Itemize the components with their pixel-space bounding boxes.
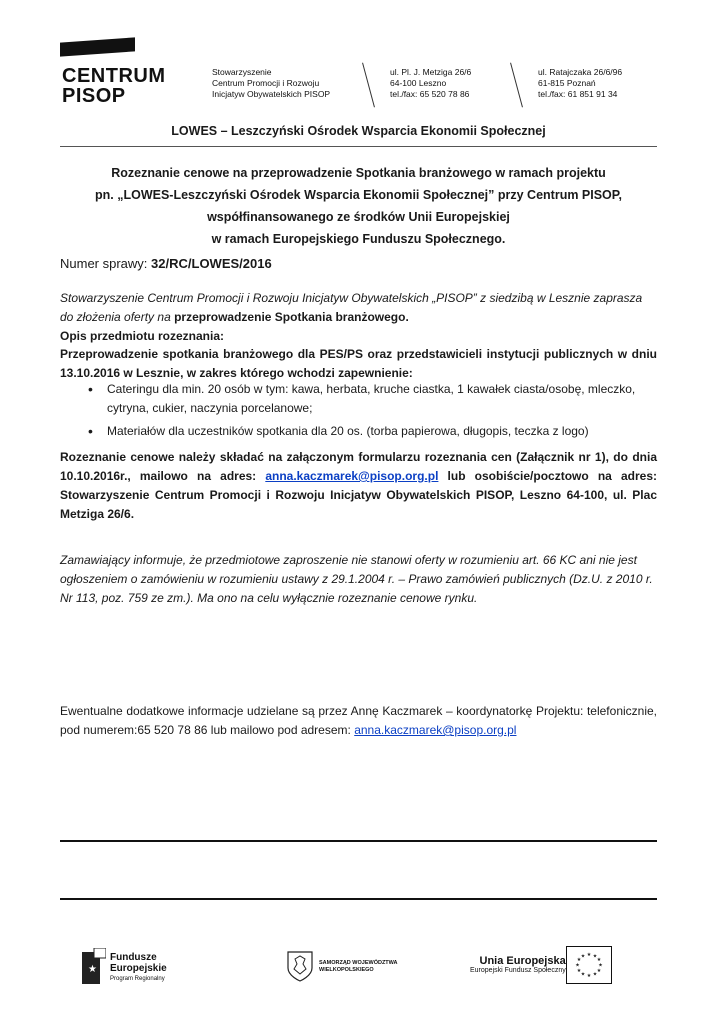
bullet-list [60, 380, 657, 441]
contact-paragraph [60, 702, 657, 740]
footer-rule-top [60, 840, 657, 842]
address-line: 64-100 Leszno [390, 78, 447, 88]
svg-text:★: ★ [575, 962, 580, 969]
disclaimer-paragraph: Zamawiający informuje, że przedmiotowe zaproszenie nie stanowi oferty w rozumieniu art. 66 KC ani nie jest ogłoszeniem o zamówieniu w rozumieniu ustawy z 29.1.2004 r. – Prawo zamówień publicznych (Dz.U. z 2010 r. Nr 113, poz. 759 ze zm.). Ma ono na celu wyłącznie rozeznanie cenowe rynku. [60, 553, 653, 605]
project-header-title: LOWES – Leszczyński Ośrodek Wsparcia Ekonomii Społecznej [171, 124, 546, 138]
case-number [60, 256, 272, 271]
eu-title: Unia Europejska [479, 955, 566, 967]
wlkp-line: SAMORZĄD WOJEWÓDZTWA [319, 960, 398, 966]
footer-rule-bottom [60, 898, 657, 900]
subject-text: Przeprowadzenie spotkania branżowego dla PES/PS oraz przedstawicieli instytucji publicznych w dniu 13.10.2016 w Lesznie, w zakres którego wchodzi zapewnienie: [60, 347, 657, 380]
svg-text:★: ★ [596, 957, 602, 963]
svg-text:★: ★ [586, 952, 592, 958]
divider-slash [362, 63, 375, 108]
address-line: tel./fax: 65 520 78 86 [390, 89, 470, 99]
list-item [107, 380, 657, 418]
fe-line: Program Regionalny [110, 976, 165, 982]
address-leszno [390, 67, 471, 100]
document-title [60, 162, 657, 250]
fe-line: Fundusze [110, 952, 157, 963]
title-line: w ramach Europejskiego Funduszu Społecznego. [211, 232, 506, 246]
svg-text:★: ★ [580, 971, 586, 978]
bullet-text: Cateringu dla min. 20 osób w tym: kawa, herbata, kruche ciastka, 1 kawałek ciasta/osobę, mleczko, cytryna, cukier, naczynia porcelanowe; [107, 382, 636, 415]
centrum-pisop-logo [62, 66, 166, 106]
logo-line-1: CENTRUM [62, 65, 166, 87]
svg-text:★: ★ [576, 968, 582, 974]
svg-text:★: ★ [576, 957, 582, 963]
svg-text:★: ★ [592, 971, 598, 978]
svg-text:★: ★ [598, 962, 603, 969]
eu-logo-text [470, 955, 566, 974]
contact-text: Ewentualne dodatkowe informacje udzielane są przez Annę Kaczmarek – koordynatorkę Projektu: telefonicznie, pod numerem:65 520 78 86 lub mailowo pod adresem: [60, 704, 657, 737]
org-line: Stowarzyszenie [212, 67, 272, 77]
logo-stripe [60, 37, 135, 56]
fundusze-europejskie-icon [82, 948, 106, 984]
wlkp-line: WIELKOPOLSKIEGO [319, 967, 374, 973]
eu-subtitle: Europejski Fundusz Społeczny [470, 967, 566, 974]
svg-text:★: ★ [592, 953, 598, 960]
case-value: 32/RC/LOWES/2016 [151, 256, 272, 271]
contact-email-link[interactable]: anna.kaczmarek@pisop.org.pl [354, 723, 517, 737]
wielkopolska-logo [319, 960, 398, 974]
offer-text: Rozeznanie cenowe należy składać na załączonym formularzu rozeznania cen (Załącznik nr 1), do dnia 10.10.2016r., mailowo na adres: [60, 450, 657, 483]
title-line: współfinansowanego ze środków Unii Europejskiej [207, 210, 510, 224]
organization-name [212, 67, 330, 100]
svg-text:★: ★ [580, 953, 586, 960]
intro-italic: Stowarzyszenie Centrum Promocji i Rozwoju Inicjatyw Obywatelskich „PISOP” z siedzibą w Lesznie zaprasza do złożenia oferty na [60, 291, 643, 324]
address-line: 61-815 Poznań [538, 78, 596, 88]
header-divider [60, 146, 657, 147]
offer-email-link[interactable]: anna.kaczmarek@pisop.org.pl [265, 469, 439, 483]
wielkopolska-crest-icon [286, 950, 314, 982]
fe-line: Europejskie [110, 963, 167, 974]
offer-text: lub osobiście/pocztowo na adres: Stowarzyszenie Centrum Promocji i Rozwoju Inicjatyw Obywatelskich PISOP, Leszno 64-100, ul. Plac Metziga 26/6. [60, 469, 657, 521]
title-line: pn. „LOWES-Leszczyński Ośrodek Wsparcia Ekonomii Społecznej” przy Centrum PISOP, [95, 188, 622, 202]
subject-heading: Opis przedmiotu rozeznania: [60, 329, 225, 343]
address-poznan [538, 67, 622, 100]
org-line: Centrum Promocji i Rozwoju [212, 78, 320, 88]
svg-text:★: ★ [596, 968, 602, 974]
svg-text:★: ★ [586, 973, 592, 979]
address-line: ul. Ratajczaka 26/6/96 [538, 67, 623, 77]
eu-flag-icon [566, 946, 612, 984]
bullet-text: Materiałów dla uczestników spotkania dla 20 os. (torba papierowa, długopis, teczka z logo) [107, 424, 589, 438]
org-line: Inicjatyw Obywatelskich PISOP [212, 89, 331, 99]
logo-line-2: PISOP [62, 85, 126, 107]
list-item [107, 422, 657, 441]
intro-paragraph [60, 289, 657, 327]
case-label: Numer sprawy: [60, 256, 148, 271]
offer-paragraph [60, 448, 657, 524]
divider-slash [510, 63, 523, 108]
address-line: ul. Pl. J. Metziga 26/6 [390, 67, 472, 77]
svg-text:★: ★ [88, 964, 97, 975]
fundusze-europejskie-logo [110, 952, 167, 985]
title-line: Rozeznanie cenowe na przeprowadzenie Spotkania branżowego w ramach projektu [111, 166, 606, 180]
address-line: tel./fax: 61 851 91 34 [538, 89, 618, 99]
intro-bold: przeprowadzenie Spotkania branżowego. [174, 310, 409, 324]
